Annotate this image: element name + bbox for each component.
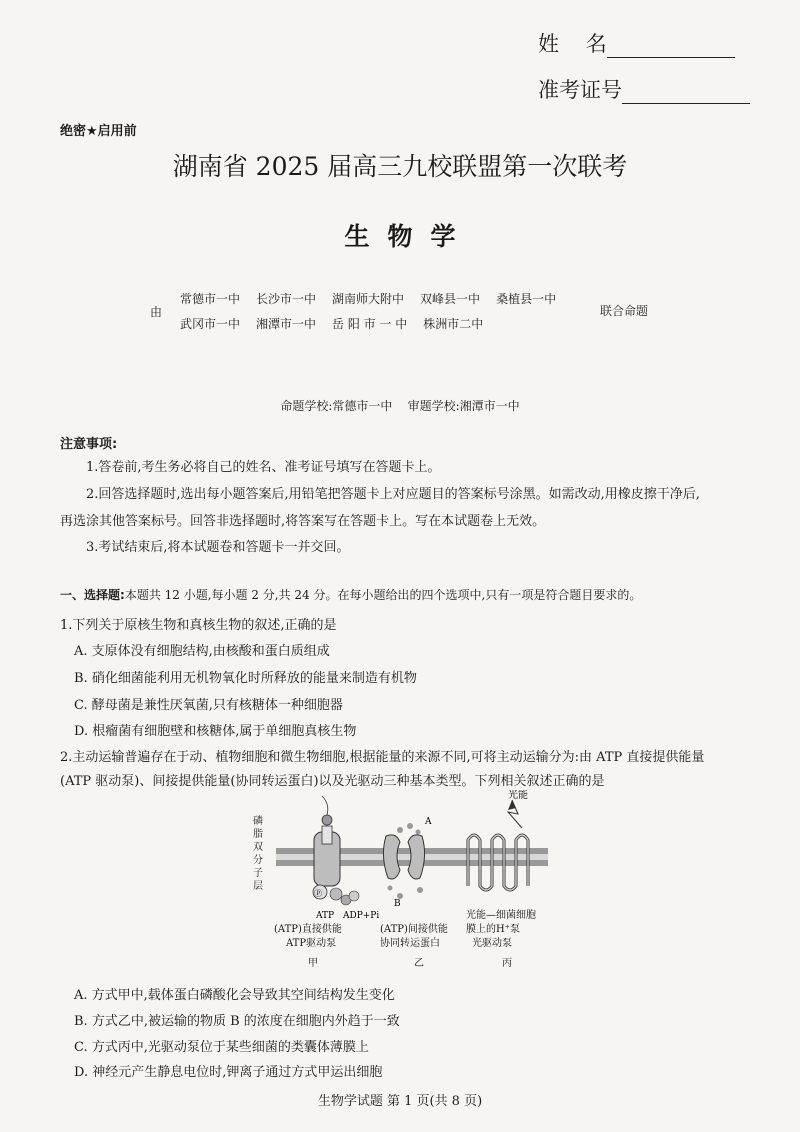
question-2-stem-line-2: (ATP 驱动泵)、间接提供能量(协同转运蛋白)以及光驱动三种基本类型。下列相关叙述正确的是 — [60, 774, 605, 789]
schools-prefix: 由 — [150, 305, 163, 319]
section-instructions: 本题共 12 小题,每小题 2 分,共 24 分。在每小题给出的四个选项中,只有一项是符合题目要求的。 — [124, 588, 642, 602]
exam-number-blank — [622, 83, 750, 104]
caption-bing: 丙 — [502, 958, 512, 969]
school-name: 双峰县一中 — [420, 292, 481, 306]
section-label: 一、选择题: — [60, 588, 125, 602]
school-name: 湖南师大附中 — [332, 292, 405, 306]
notice-item: 3.考试结束后,将本试题卷和答题卡一并交回。 — [86, 540, 350, 556]
question-1-option-b: B. 硝化细菌能利用无机物氧化时所释放的能量来制造有机物 — [74, 671, 417, 686]
question-2-option-a: A. 方式甲中,载体蛋白磷酸化会导致其空间结构发生变化 — [74, 988, 395, 1003]
name-field-row — [538, 28, 735, 58]
schools-suffix: 联合命题 — [600, 304, 649, 318]
notice-item: 再选涂其他答案标号。回答非选择题时,将答案写在答题卡上。写在本试题卷上无效。 — [60, 513, 546, 529]
school-name: 株洲市二中 — [423, 317, 484, 331]
notice-item: 1.答卷前,考生务必将自己的姓名、准考证号填写在答题卡上。 — [86, 460, 441, 475]
name-label: 姓 名 — [538, 32, 607, 56]
school-name: 长沙市一中 — [256, 292, 317, 306]
light-driven-pump — [468, 790, 528, 890]
school-name: 常德市一中 — [180, 292, 241, 306]
section-heading — [60, 586, 760, 603]
question-2-stem-line-1: 2.主动运输普遍存在于动、植物细胞和微生物细胞,根据能量的来源不同,可将主动运输分为:由 ATP 直接提供能量 — [60, 750, 705, 765]
figure-captions — [274, 908, 536, 969]
question-1-option-c: C. 酵母菌是兼性厌氧菌,只有核糖体一种细胞器 — [74, 698, 343, 713]
confidential-mark: 绝密★启用前 — [60, 124, 137, 139]
exam-number-label: 准考证号 — [538, 78, 622, 102]
caption-jia: 甲 — [308, 958, 318, 969]
atp-label: ATP — [316, 911, 335, 921]
name-blank — [607, 37, 735, 58]
schools-row-2 — [180, 315, 499, 332]
light-energy-label: 光能 — [508, 790, 528, 801]
page-footer: 生物学试题 第 1 页(共 8 页) — [317, 1094, 483, 1109]
school-name: 岳 阳 市 一 中 — [332, 317, 408, 331]
question-1-option-d: D. 根瘤菌有细胞壁和核糖体,属于单细胞真核生物 — [74, 724, 357, 739]
caption-bing-line-1: 光能—细菌细胞 — [466, 910, 536, 921]
caption-yi-line-2: 协同转运蛋白 — [380, 938, 440, 949]
caption-bing-line-2: 膜上的H⁺泵 — [466, 924, 520, 935]
transport-figure — [250, 790, 570, 975]
caption-bing-line-3: 光驱动泵 — [472, 938, 512, 949]
schools-row-1 — [180, 290, 572, 307]
school-name: 武冈市一中 — [180, 317, 241, 331]
notice-list — [60, 458, 760, 559]
question-2-option-d: D. 神经元产生静息电位时,钾离子通过方式甲运出细胞 — [74, 1065, 383, 1080]
question-2-option-b: B. 方式乙中,被运输的物质 B 的浓度在细胞内外趋于一致 — [74, 1014, 400, 1029]
adp-label: ADP+Pi — [343, 911, 380, 921]
question-2-option-c: C. 方式丙中,光驱动泵位于某些细菌的类囊体薄膜上 — [74, 1040, 369, 1055]
phosphate-marker: Ⓟ — [314, 889, 322, 898]
exam-number-row — [538, 74, 750, 104]
membrane-label: 磷 脂 双 分 子 层 — [253, 816, 263, 892]
question-1-stem: 1.下列关于原核生物和真核生物的叙述,正确的是 — [60, 618, 337, 633]
caption-jia-line-2: ATP驱动泵 — [286, 938, 337, 949]
subject-title: 生物学 — [344, 222, 474, 251]
question-1-option-a: A. 支原体没有细胞结构,由核酸和蛋白质组成 — [74, 644, 330, 659]
substance-b-label: B — [394, 899, 401, 909]
school-name: 桑植县一中 — [496, 292, 557, 306]
setter-line: 命题学校:常德市一中 审题学校:湘潭市一中 — [280, 399, 520, 413]
caption-jia-line-1: (ATP)直接供能 — [274, 924, 342, 935]
exam-title: 湖南省 2025 届高三九校联盟第一次联考 — [172, 152, 628, 181]
school-name: 湘潭市一中 — [256, 317, 317, 331]
notice-item: 2.回答选择题时,选出每小题答案后,用铅笔把答题卡上对应题目的答案标号涂黑。如需改动,用橡皮擦干净后, — [86, 486, 700, 502]
notice-title: 注意事项: — [60, 437, 118, 452]
substance-a-label: A — [425, 817, 432, 827]
caption-yi-line-1: (ATP)间接供能 — [380, 924, 448, 935]
caption-yi: 乙 — [414, 958, 424, 969]
